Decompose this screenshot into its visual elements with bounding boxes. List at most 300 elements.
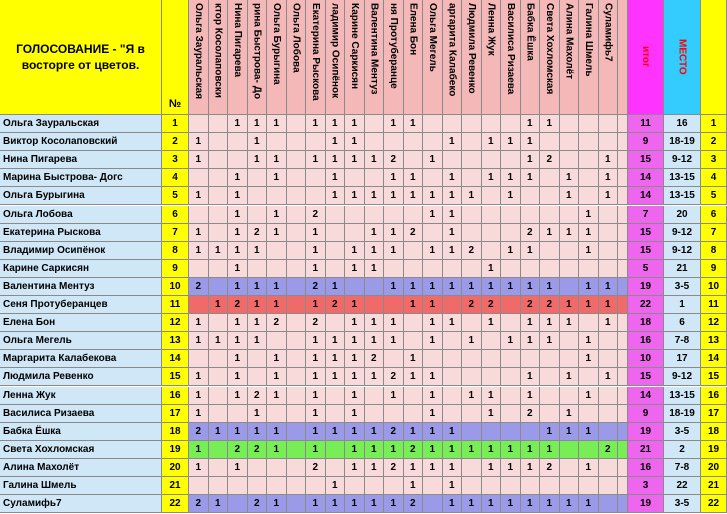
place-cell: 3-5 [664,495,701,513]
vote-cell: 1 [540,495,560,513]
vote-cell: 1 [189,332,209,350]
vote-cell [501,387,521,405]
vote-cell [618,423,628,441]
vote-cell [365,133,385,151]
vote-cell: 2 [599,441,619,459]
total-cell: 19 [628,423,664,441]
vote-cell: 1 [404,115,424,133]
vote-cell: 1 [443,459,463,477]
vote-cell: 1 [579,278,599,296]
participant-name: Ольга Мегель [0,332,162,350]
vote-cell: 1 [189,224,209,242]
participant-name: Екатерина Рыскова [0,224,162,242]
vote-cell: 1 [209,296,229,314]
vote-cell: 1 [365,441,385,459]
participant-number: 16 [162,387,189,405]
vote-cell: 1 [462,387,482,405]
vote-cell: 1 [423,441,443,459]
vote-cell [365,169,385,187]
vote-cell: 1 [482,278,502,296]
vote-cell: 1 [521,133,541,151]
vote-cell [462,368,482,386]
participant-number: 8 [162,242,189,260]
index-cell: 7 [701,224,727,242]
vote-cell [618,387,628,405]
vote-cell: 1 [462,441,482,459]
vote-cell [618,459,628,477]
place-cell: 7-8 [664,459,701,477]
vote-cell: 1 [560,495,580,513]
total-cell: 7 [628,206,664,224]
place-header-label: МЕСТО [676,39,688,75]
vote-cell [443,405,463,423]
vote-cell: 2 [384,151,404,169]
vote-cell [404,387,424,405]
index-cell: 6 [701,206,727,224]
vote-cell [579,169,599,187]
place-cell: 18-19 [664,405,701,423]
column-header: Бабка Ёшка [521,0,541,115]
vote-cell: 1 [404,350,424,368]
total-cell: 14 [628,187,664,205]
vote-cell [443,151,463,169]
vote-cell [189,115,209,133]
vote-cell: 2 [248,495,268,513]
vote-cell: 2 [248,387,268,405]
index-header [701,0,727,115]
vote-cell: 1 [540,441,560,459]
total-cell: 14 [628,169,664,187]
vote-cell: 1 [248,296,268,314]
vote-cell: 1 [248,242,268,260]
index-cell: 5 [701,187,727,205]
vote-cell [306,133,326,151]
vote-cell [443,260,463,278]
vote-cell [287,368,307,386]
vote-cell: 1 [540,332,560,350]
vote-cell [599,332,619,350]
vote-cell: 1 [345,187,365,205]
vote-cell: 1 [306,115,326,133]
vote-cell [501,115,521,133]
vote-cell [501,296,521,314]
title-line-2: восторге от цветов. [21,58,140,72]
vote-cell: 2 [462,296,482,314]
vote-cell: 1 [599,368,619,386]
vote-cell: 1 [228,332,248,350]
vote-cell: 1 [306,350,326,368]
vote-cell: 1 [306,332,326,350]
vote-cell: 1 [306,242,326,260]
vote-cell: 1 [521,441,541,459]
total-cell: 16 [628,332,664,350]
vote-cell [267,133,287,151]
vote-cell [462,115,482,133]
participant-number: 6 [162,206,189,224]
vote-cell [365,405,385,423]
vote-cell: 1 [443,224,463,242]
vote-cell: 1 [189,441,209,459]
vote-cell [209,260,229,278]
vote-cell [209,187,229,205]
vote-cell [462,169,482,187]
vote-cell: 1 [404,296,424,314]
participant-name: Ленна Жук [0,387,162,405]
vote-cell: 2 [228,296,248,314]
participant-name: Галина Шмель [0,477,162,495]
vote-cell [618,278,628,296]
vote-cell [248,350,268,368]
vote-cell: 2 [521,296,541,314]
vote-cell [462,260,482,278]
total-cell: 21 [628,441,664,459]
index-cell: 2 [701,133,727,151]
vote-cell: 1 [404,169,424,187]
index-cell: 3 [701,151,727,169]
vote-cell [501,151,521,169]
vote-cell [560,387,580,405]
vote-cell [560,459,580,477]
vote-cell: 1 [228,459,248,477]
vote-cell [384,296,404,314]
vote-cell [423,495,443,513]
vote-cell [599,423,619,441]
vote-cell [384,350,404,368]
place-cell: 13-15 [664,187,701,205]
place-cell: 3-5 [664,278,701,296]
place-cell: 17 [664,350,701,368]
total-cell: 14 [628,387,664,405]
vote-cell: 1 [306,405,326,423]
vote-cell: 1 [482,169,502,187]
total-cell: 22 [628,296,664,314]
vote-cell: 1 [228,278,248,296]
vote-cell: 1 [228,115,248,133]
vote-cell [482,242,502,260]
vote-cell [287,387,307,405]
vote-cell: 1 [579,224,599,242]
vote-cell: 1 [189,151,209,169]
vote-cell: 1 [267,278,287,296]
vote-cell [287,187,307,205]
place-cell: 18-19 [664,133,701,151]
vote-cell [462,151,482,169]
participant-number: 7 [162,224,189,242]
vote-cell [404,242,424,260]
vote-cell: 1 [521,151,541,169]
vote-cell: 1 [443,187,463,205]
vote-cell [209,206,229,224]
vote-cell [599,115,619,133]
column-header: Людмила Ревенко [462,0,482,115]
vote-cell [618,477,628,495]
vote-cell: 1 [326,368,346,386]
vote-cell [599,477,619,495]
vote-cell: 1 [306,387,326,405]
vote-cell [579,260,599,278]
vote-cell: 2 [189,495,209,513]
participant-name: Ольга Зауральская [0,115,162,133]
vote-cell [599,495,619,513]
vote-cell: 1 [345,133,365,151]
vote-cell: 1 [189,387,209,405]
vote-cell [248,169,268,187]
vote-cell [326,260,346,278]
vote-cell [599,459,619,477]
vote-cell [345,206,365,224]
vote-cell [618,260,628,278]
place-cell: 1 [664,296,701,314]
participant-number: 15 [162,368,189,386]
vote-cell [501,224,521,242]
vote-cell [462,459,482,477]
total-cell: 9 [628,133,664,151]
index-cell: 21 [701,477,727,495]
vote-cell [209,350,229,368]
vote-cell: 1 [345,423,365,441]
vote-cell: 1 [345,495,365,513]
vote-cell: 1 [267,169,287,187]
vote-cell [521,423,541,441]
total-cell: 15 [628,151,664,169]
column-header: Ольга Зауральская [189,0,209,115]
vote-cell: 1 [345,459,365,477]
vote-cell [209,151,229,169]
vote-cell: 1 [540,278,560,296]
vote-cell: 2 [462,242,482,260]
vote-cell: 1 [384,115,404,133]
vote-cell [209,314,229,332]
vote-cell: 1 [560,423,580,441]
vote-cell: 1 [306,368,326,386]
vote-cell: 1 [267,350,287,368]
vote-cell: 1 [560,296,580,314]
vote-cell: 1 [443,133,463,151]
vote-cell: 2 [540,459,560,477]
total-cell: 16 [628,459,664,477]
vote-cell [540,133,560,151]
vote-cell [267,260,287,278]
vote-cell: 1 [365,187,385,205]
participant-name: Марина Быстрова- Догс [0,169,162,187]
vote-cell [618,405,628,423]
vote-cell [209,169,229,187]
participant-name: Алина Махолёт [0,459,162,477]
vote-cell: 1 [365,151,385,169]
vote-cell [287,495,307,513]
vote-cell: 1 [345,387,365,405]
vote-cell: 1 [423,187,443,205]
column-header: аргарита Калабеко [443,0,463,115]
participant-name: Людмила Ревенко [0,368,162,386]
vote-cell: 1 [189,459,209,477]
vote-cell: 1 [248,278,268,296]
vote-cell: 1 [482,260,502,278]
vote-cell: 1 [462,187,482,205]
vote-cell [618,368,628,386]
vote-cell [287,260,307,278]
vote-cell [384,133,404,151]
vote-cell [248,206,268,224]
vote-cell [521,206,541,224]
vote-cell: 1 [423,296,443,314]
vote-cell [462,423,482,441]
vote-cell: 1 [540,314,560,332]
vote-cell: 2 [540,151,560,169]
vote-cell [618,187,628,205]
vote-cell [423,115,443,133]
vote-cell [462,224,482,242]
vote-cell: 1 [482,405,502,423]
participant-name: Сеня Протуберанцев [0,296,162,314]
participant-number: 9 [162,260,189,278]
vote-cell [618,495,628,513]
vote-cell: 1 [306,423,326,441]
vote-cell: 1 [579,296,599,314]
participant-number: 4 [162,169,189,187]
participant-name: Василиса Ризаева [0,405,162,423]
vote-cell: 1 [267,423,287,441]
vote-cell: 1 [384,169,404,187]
vote-cell [404,314,424,332]
vote-cell: 1 [306,151,326,169]
total-cell: 15 [628,368,664,386]
vote-cell: 1 [326,151,346,169]
vote-cell: 1 [228,169,248,187]
vote-cell: 1 [267,224,287,242]
vote-cell [287,206,307,224]
vote-cell: 1 [501,459,521,477]
participant-name: Владимир Осипёнок [0,242,162,260]
vote-cell [267,405,287,423]
vote-cell: 1 [345,314,365,332]
vote-cell: 1 [189,242,209,260]
vote-cell: 1 [423,151,443,169]
vote-cell [618,115,628,133]
vote-cell [501,260,521,278]
vote-cell: 1 [443,206,463,224]
vote-cell [599,387,619,405]
vote-cell [540,387,560,405]
column-header: Ольга Лобова [287,0,307,115]
vote-cell [618,206,628,224]
vote-cell: 1 [462,332,482,350]
vote-cell: 2 [248,441,268,459]
vote-cell: 1 [443,423,463,441]
vote-cell [579,405,599,423]
column-header: ладимир Осипёнок [326,0,346,115]
participant-number: 5 [162,187,189,205]
index-cell: 20 [701,459,727,477]
place-cell: 21 [664,260,701,278]
vote-cell [248,368,268,386]
vote-cell: 1 [365,495,385,513]
vote-cell: 1 [306,224,326,242]
column-header-blank [618,0,628,115]
vote-cell [228,133,248,151]
total-cell: 10 [628,350,664,368]
vote-cell [365,115,385,133]
vote-cell [287,224,307,242]
vote-cell: 1 [423,387,443,405]
participant-name: Ольга Бурыгина [0,187,162,205]
vote-cell [423,350,443,368]
vote-cell [482,115,502,133]
column-header: Света Хохломская [540,0,560,115]
vote-cell [326,459,346,477]
vote-cell [306,169,326,187]
vote-cell: 1 [326,278,346,296]
participant-number: 21 [162,477,189,495]
vote-cell [443,350,463,368]
vote-cell [540,206,560,224]
vote-cell: 1 [462,495,482,513]
place-cell: 16 [664,115,701,133]
vote-cell [326,224,346,242]
vote-cell [540,405,560,423]
column-header: Валентина Ментуз [365,0,385,115]
vote-cell [482,423,502,441]
vote-cell: 1 [423,423,443,441]
index-cell: 17 [701,405,727,423]
vote-cell: 1 [365,314,385,332]
vote-cell [384,405,404,423]
vote-cell [482,368,502,386]
title-line-1: ГОЛОСОВАНИЕ - "Я в [16,42,145,56]
index-cell: 16 [701,387,727,405]
vote-cell: 1 [384,441,404,459]
column-header: Ольга Мегель [423,0,443,115]
vote-cell [209,133,229,151]
vote-cell: 1 [365,260,385,278]
vote-cell [267,332,287,350]
number-header: № [162,0,189,115]
vote-cell: 1 [345,368,365,386]
vote-cell [365,206,385,224]
vote-cell: 2 [365,350,385,368]
column-header: Ленна Жук [482,0,502,115]
vote-cell: 1 [228,260,248,278]
vote-cell [599,405,619,423]
participant-number: 20 [162,459,189,477]
vote-cell [326,314,346,332]
place-cell: 2 [664,441,701,459]
place-cell: 13-15 [664,387,701,405]
vote-cell [501,405,521,423]
vote-cell: 1 [579,387,599,405]
vote-cell: 1 [365,332,385,350]
vote-cell [501,477,521,495]
vote-cell: 1 [267,151,287,169]
place-cell: 9-12 [664,224,701,242]
column-header: ня Протуберанце [384,0,404,115]
vote-cell [306,477,326,495]
vote-cell: 2 [384,368,404,386]
vote-cell [404,206,424,224]
vote-cell: 1 [501,169,521,187]
vote-cell [501,314,521,332]
vote-cell [209,278,229,296]
vote-cell [599,350,619,368]
participant-name: Суламифь7 [0,495,162,513]
vote-cell [521,350,541,368]
vote-cell [365,477,385,495]
vote-cell: 1 [423,278,443,296]
vote-cell: 1 [521,332,541,350]
vote-cell [560,206,580,224]
vote-cell [540,169,560,187]
vote-cell [599,133,619,151]
